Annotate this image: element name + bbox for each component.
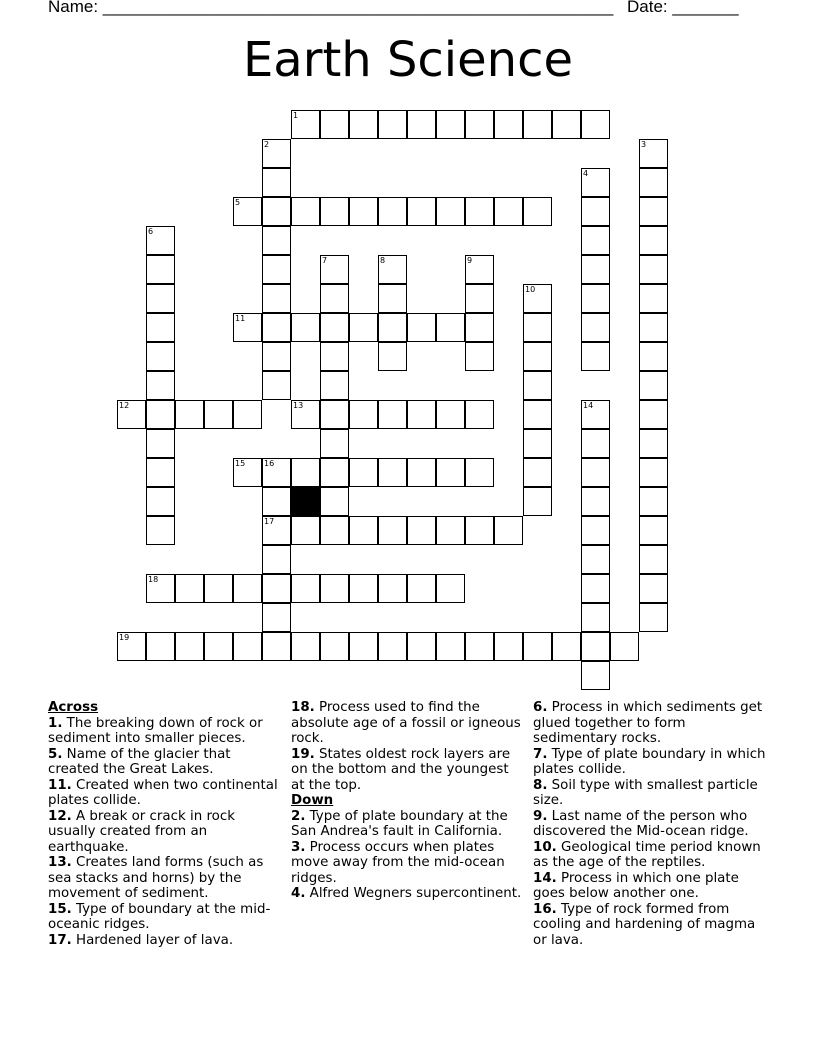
grid-cell[interactable] (581, 110, 610, 139)
grid-cell[interactable] (465, 255, 494, 284)
grid-cell[interactable] (523, 458, 552, 487)
down-heading: Down (291, 793, 334, 808)
grid-cell[interactable] (407, 110, 436, 139)
grid-cell[interactable] (291, 458, 320, 487)
grid-cell[interactable] (262, 226, 291, 255)
grid-cell[interactable] (639, 284, 668, 313)
grid-cell[interactable] (465, 110, 494, 139)
grid-cell[interactable] (146, 400, 175, 429)
grid-cell[interactable] (233, 197, 262, 226)
clue-across-11: 11. Created when two continental plates collide. (48, 777, 278, 808)
grid-cell[interactable] (581, 313, 610, 342)
grid-cell[interactable] (349, 632, 378, 661)
clue-number: 2 (264, 140, 270, 149)
grid-cell[interactable] (378, 110, 407, 139)
grid-cell[interactable] (320, 458, 349, 487)
grid-cell[interactable] (262, 487, 291, 516)
grid-cell[interactable] (262, 516, 291, 545)
grid-cell[interactable] (639, 516, 668, 545)
grid-cell[interactable] (523, 487, 552, 516)
grid-cell[interactable] (378, 516, 407, 545)
grid-cell[interactable] (494, 110, 523, 139)
grid-cell[interactable] (523, 429, 552, 458)
grid-cell[interactable] (349, 400, 378, 429)
grid-cell[interactable] (581, 458, 610, 487)
grid-cell[interactable] (523, 110, 552, 139)
grid-cell[interactable] (523, 284, 552, 313)
grid-cell[interactable] (349, 458, 378, 487)
grid-cell[interactable] (175, 574, 204, 603)
clue-number: 19 (119, 633, 130, 642)
grid-cell[interactable] (175, 400, 204, 429)
grid-cell[interactable] (378, 458, 407, 487)
grid-cell[interactable] (117, 632, 146, 661)
clues-column-2 (291, 700, 526, 902)
grid-cell[interactable] (146, 487, 175, 516)
grid-cell[interactable] (320, 429, 349, 458)
grid-cell[interactable] (378, 197, 407, 226)
grid-cell[interactable] (407, 400, 436, 429)
page-title: Earth Science (242, 32, 574, 88)
grid-cell[interactable] (465, 197, 494, 226)
grid-cell[interactable] (262, 168, 291, 197)
grid-cell[interactable] (581, 545, 610, 574)
grid-cell[interactable] (262, 371, 291, 400)
grid-cell[interactable] (581, 284, 610, 313)
grid-cell[interactable] (436, 313, 465, 342)
clue-across-13: 13. Creates land forms (such as sea stacks and horns) by the movement of sediment. (48, 855, 264, 901)
clue-down-3: 3. Process occurs when plates move away from the mid-ocean ridges. (291, 839, 505, 886)
grid-cell[interactable] (146, 574, 175, 603)
grid-cell[interactable] (436, 574, 465, 603)
blocked-cell (291, 487, 320, 516)
clue-number: 14 (583, 401, 594, 410)
grid-cell[interactable] (204, 574, 233, 603)
grid-cell[interactable] (436, 632, 465, 661)
clue-number: 3 (641, 140, 647, 149)
grid-cell[interactable] (349, 197, 378, 226)
grid-cell[interactable] (639, 429, 668, 458)
clue-down-16: 16. Type of rock formed from cooling and hardening of magma or lava. (533, 901, 756, 948)
grid-cell[interactable] (436, 110, 465, 139)
grid-cell[interactable] (146, 284, 175, 313)
grid-cell[interactable] (378, 574, 407, 603)
grid-cell[interactable] (494, 516, 523, 545)
grid-cell[interactable] (639, 458, 668, 487)
grid-cell[interactable] (320, 313, 349, 342)
grid-cell[interactable] (378, 400, 407, 429)
grid-cell[interactable] (320, 632, 349, 661)
grid-cell[interactable] (465, 458, 494, 487)
grid-cell[interactable] (581, 429, 610, 458)
grid-cell[interactable] (639, 255, 668, 284)
grid-cell[interactable] (581, 661, 610, 690)
grid-cell[interactable] (146, 458, 175, 487)
clue-number: 11 (235, 314, 246, 323)
clue-down-4: 4. Alfred Wegners supercontinent. (291, 886, 522, 901)
clue-down-8: 8. Soil type with smallest particle size. (533, 777, 758, 808)
grid-cell[interactable] (146, 313, 175, 342)
grid-cell[interactable] (262, 342, 291, 371)
clue-number: 10 (525, 285, 536, 294)
clue-across-5: 5. Name of the glacier that created the Great Lakes. (48, 746, 231, 777)
date-field[interactable]: Date: _______ (627, 0, 739, 16)
grid-cell[interactable] (581, 516, 610, 545)
grid-cell[interactable] (436, 400, 465, 429)
grid-cell[interactable] (523, 400, 552, 429)
grid-cell[interactable] (146, 255, 175, 284)
grid-cell[interactable] (146, 226, 175, 255)
clue-across-1: 1. The breaking down of rock or sediment into smaller pieces. (48, 715, 263, 746)
grid-cell[interactable] (262, 255, 291, 284)
grid-cell[interactable] (523, 197, 552, 226)
grid-cell[interactable] (378, 284, 407, 313)
grid-cell[interactable] (204, 632, 233, 661)
clue-number: 5 (235, 198, 241, 207)
grid-cell[interactable] (320, 371, 349, 400)
grid-cell[interactable] (465, 632, 494, 661)
grid-cell[interactable] (581, 197, 610, 226)
grid-cell[interactable] (320, 197, 349, 226)
grid-cell[interactable] (639, 487, 668, 516)
grid-cell[interactable] (465, 400, 494, 429)
grid-cell[interactable] (407, 574, 436, 603)
grid-cell[interactable] (262, 603, 291, 632)
grid-cell[interactable] (262, 197, 291, 226)
grid-cell[interactable] (146, 429, 175, 458)
grid-cell[interactable] (523, 342, 552, 371)
clue-down-2: 2. Type of plate boundary at the San Andrea's fault in California. (291, 808, 508, 839)
grid-cell[interactable] (639, 400, 668, 429)
grid-cell[interactable] (465, 516, 494, 545)
grid-cell[interactable] (436, 197, 465, 226)
grid-cell[interactable] (291, 516, 320, 545)
grid-cell[interactable] (320, 574, 349, 603)
grid-cell[interactable] (465, 342, 494, 371)
grid-cell[interactable] (233, 574, 262, 603)
clue-number: 7 (322, 256, 328, 265)
grid-cell[interactable] (639, 197, 668, 226)
grid-cell[interactable] (581, 487, 610, 516)
grid-cell[interactable] (320, 400, 349, 429)
grid-cell[interactable] (262, 632, 291, 661)
grid-cell[interactable] (320, 110, 349, 139)
grid-cell[interactable] (407, 458, 436, 487)
grid-cell[interactable] (349, 313, 378, 342)
grid-cell[interactable] (320, 255, 349, 284)
grid-cell[interactable] (639, 139, 668, 168)
grid-cell[interactable] (581, 342, 610, 371)
grid-cell[interactable] (262, 284, 291, 313)
grid-cell[interactable] (639, 342, 668, 371)
grid-cell[interactable] (581, 255, 610, 284)
clue-down-7: 7. Type of plate boundary in which plates collide. (533, 746, 766, 777)
clues-column-1 (48, 700, 278, 948)
grid-cell[interactable] (320, 516, 349, 545)
grid-cell[interactable] (639, 168, 668, 197)
clue-across-12: 12. A break or crack in rock usually created from an earthquake. (48, 808, 235, 855)
grid-cell[interactable] (581, 574, 610, 603)
grid-cell[interactable] (581, 400, 610, 429)
grid-cell[interactable] (436, 458, 465, 487)
grid-cell[interactable] (262, 574, 291, 603)
clue-down-14: 14. Process in which one plate goes below another one. (533, 870, 739, 901)
clue-number: 9 (467, 256, 473, 265)
clue-number: 13 (293, 401, 304, 410)
clue-number: 1 (293, 111, 299, 120)
grid-cell[interactable] (146, 632, 175, 661)
grid-cell[interactable] (233, 400, 262, 429)
grid-cell[interactable] (291, 313, 320, 342)
grid-cell[interactable] (639, 371, 668, 400)
clue-down-10: 10. Geological time period known as the age of the reptiles. (533, 839, 761, 870)
across-heading: Across (48, 700, 99, 715)
grid-cell[interactable] (320, 342, 349, 371)
grid-cell[interactable] (552, 632, 581, 661)
name-field[interactable]: Name: ______________________________________________________ (48, 0, 614, 16)
grid-cell[interactable] (291, 197, 320, 226)
grid-cell[interactable] (146, 516, 175, 545)
grid-cell[interactable] (552, 110, 581, 139)
grid-cell[interactable] (262, 139, 291, 168)
grid-cell[interactable] (146, 342, 175, 371)
grid-cell[interactable] (523, 313, 552, 342)
clue-across-15: 15. Type of boundary at the mid-oceanic ridges. (48, 901, 271, 932)
grid-cell[interactable] (639, 226, 668, 255)
grid-cell[interactable] (639, 574, 668, 603)
grid-cell[interactable] (610, 632, 639, 661)
grid-cell[interactable] (581, 603, 610, 632)
clue-number: 16 (264, 459, 275, 468)
grid-cell[interactable] (146, 371, 175, 400)
grid-cell[interactable] (407, 516, 436, 545)
grid-cell[interactable] (291, 110, 320, 139)
grid-cell[interactable] (204, 400, 233, 429)
grid-cell[interactable] (175, 632, 204, 661)
grid-cell[interactable] (378, 342, 407, 371)
grid-cell[interactable] (494, 632, 523, 661)
clue-number: 17 (264, 517, 275, 526)
clue-number: 6 (148, 227, 154, 236)
grid-cell[interactable] (436, 516, 465, 545)
clue-down-6: 6. Process in which sediments get glued together to form sedimentary rocks. (533, 700, 763, 746)
grid-cell[interactable] (291, 574, 320, 603)
clue-down-9: 9. Last name of the person who discovered the Mid-ocean ridge. (533, 808, 749, 839)
grid-cell[interactable] (378, 255, 407, 284)
clue-number: 8 (380, 256, 386, 265)
grid-cell[interactable] (407, 632, 436, 661)
grid-cell[interactable] (349, 516, 378, 545)
clue-number: 12 (119, 401, 130, 410)
grid-cell[interactable] (349, 574, 378, 603)
clues-column-3 (533, 700, 773, 948)
grid-cell[interactable] (117, 400, 146, 429)
grid-cell[interactable] (465, 313, 494, 342)
grid-cell[interactable] (581, 226, 610, 255)
grid-cell[interactable] (262, 458, 291, 487)
grid-cell[interactable] (262, 313, 291, 342)
grid-cell[interactable] (349, 110, 378, 139)
grid-cell[interactable] (639, 545, 668, 574)
grid-cell[interactable] (320, 284, 349, 313)
grid-cell[interactable] (233, 458, 262, 487)
grid-cell[interactable] (378, 313, 407, 342)
grid-cell[interactable] (494, 197, 523, 226)
grid-cell[interactable] (378, 632, 407, 661)
grid-cell[interactable] (523, 371, 552, 400)
clue-across-18: 18. Process used to find the absolute age of a fossil or igneous rock. (291, 700, 521, 746)
clue-across-17: 17. Hardened layer of lava. (48, 932, 234, 948)
grid-cell[interactable] (291, 632, 320, 661)
grid-cell[interactable] (407, 197, 436, 226)
clue-number: 18 (148, 575, 159, 584)
grid-cell[interactable] (523, 632, 552, 661)
grid-cell[interactable] (639, 313, 668, 342)
clue-across-19: 19. States oldest rock layers are on the bottom and the youngest at the top. (291, 746, 511, 793)
grid-cell[interactable] (465, 284, 494, 313)
grid-cell[interactable] (320, 487, 349, 516)
grid-cell[interactable] (581, 632, 610, 661)
grid-cell[interactable] (291, 400, 320, 429)
grid-cell[interactable] (581, 168, 610, 197)
grid-cell[interactable] (233, 313, 262, 342)
grid-cell[interactable] (407, 313, 436, 342)
clue-number: 15 (235, 459, 246, 468)
grid-cell[interactable] (233, 632, 262, 661)
grid-cell[interactable] (262, 545, 291, 574)
clue-number: 4 (583, 169, 589, 178)
grid-cell[interactable] (639, 603, 668, 632)
